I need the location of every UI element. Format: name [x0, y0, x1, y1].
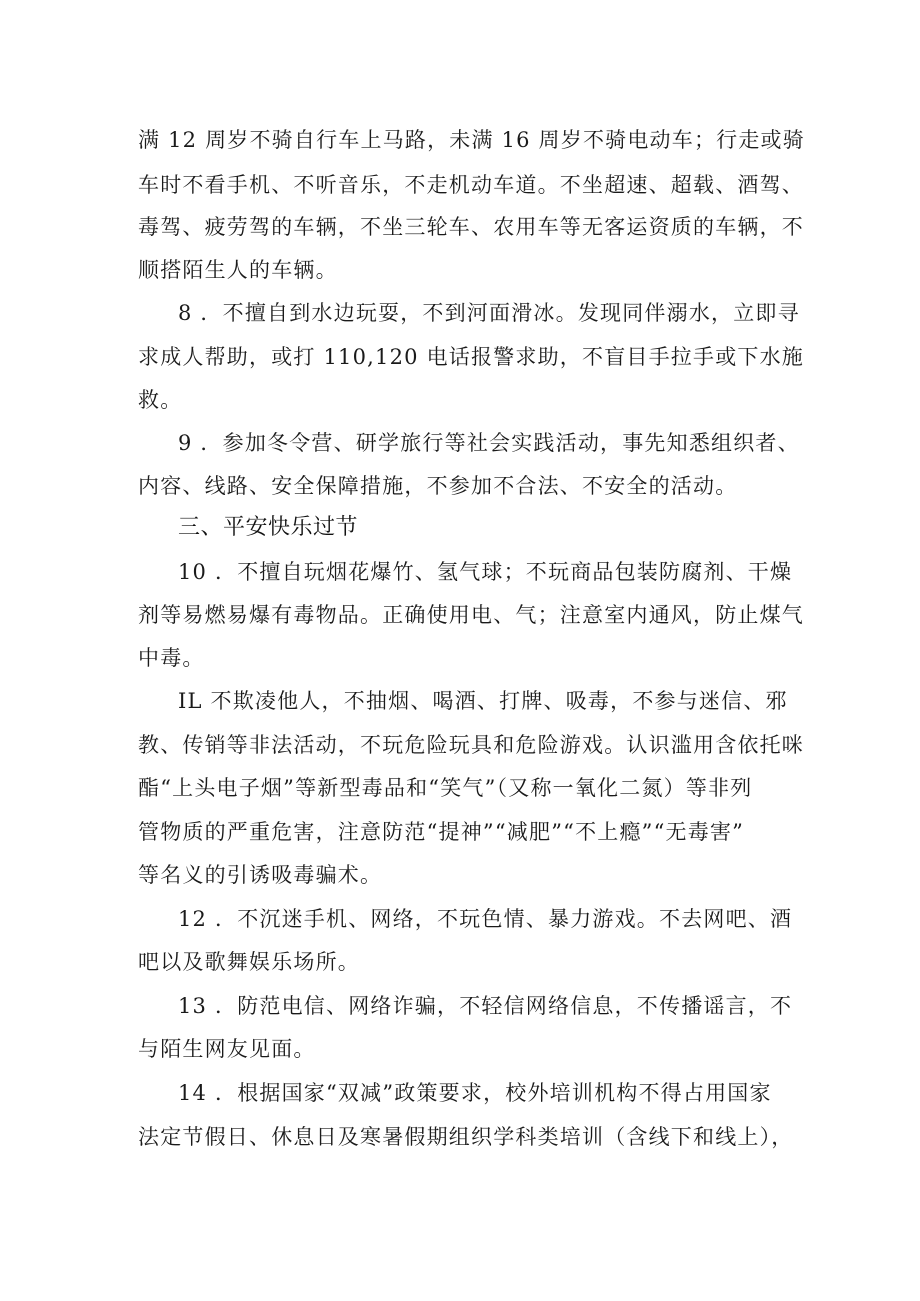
paragraph-line: 13 ．防范电信、网络诈骗，不轻信网络信息，不传播谣言，不 [178, 994, 793, 1018]
paragraph-line: 吧以及歌舞娱乐场所。 [138, 950, 360, 974]
paragraph-line: 剂等易燃易爆有毒物品。正确使用电、气；注意室内通风，防止煤气 [138, 603, 804, 627]
paragraph-line: 车时不看手机、不听音乐，不走机动车道。不坐超速、超载、酒驾、 [138, 173, 804, 197]
paragraph-line: 求成人帮助，或打 110,120 电话报警求助，不盲目手拉手或下水施 [138, 345, 804, 369]
paragraph-line: 救。 [138, 388, 183, 412]
paragraph-line: 顺搭陌生人的车辆。 [138, 258, 338, 282]
paragraph-line: 内容、线路、安全保障措施，不参加不合法、不安全的活动。 [138, 474, 738, 498]
paragraph-line: 10 ．不擅自玩烟花爆竹、氢气球；不玩商品包装防腐剂、干燥 [178, 560, 793, 584]
paragraph-line: IL 不欺凌他人，不抽烟、喝酒、打牌、吸毒，不参与迷信、邪 [178, 689, 788, 713]
paragraph-line: 管物质的严重危害，注意防范“提神”“减肥”“不上瘾”“无毒害” [138, 820, 745, 844]
section-heading: 三、平安快乐过节 [178, 515, 359, 540]
paragraph-line: 教、传销等非法活动，不玩危险玩具和危险游戏。认识滥用含依托咪 [138, 733, 804, 757]
paragraph-line: 等名义的引诱吸毒骗术。 [138, 863, 383, 887]
paragraph-line: 14 ．根据国家“双减”政策要求，校外培训机构不得占用国家 [178, 1081, 772, 1105]
paragraph-line: 中毒。 [138, 646, 205, 670]
paragraph-line: 法定节假日、休息日及寒暑假期组织学科类培训（含线下和线上）， [138, 1125, 794, 1149]
paragraph-line: 毒驾、疲劳驾的车辆，不坐三轮车、农用车等无客运资质的车辆，不 [138, 215, 804, 239]
paragraph-line: 8 ．不擅自到水边玩耍，不到河面滑冰。发现同伴溺水，立即寻 [178, 301, 800, 325]
paragraph-line: 酯“上头电子烟”等新型毒品和“笑气”（又称一氧化二氮）等非列 [138, 776, 753, 800]
paragraph-line: 9 ．参加冬令营、研学旅行等社会实践活动，事先知悉组织者、 [178, 431, 800, 455]
paragraph-line: 满 12 周岁不骑自行车上马路，未满 16 周岁不骑电动车；行走或骑 [138, 128, 805, 152]
paragraph-line: 12 ．不沉迷手机、网络，不玩色情、暴力游戏。不去网吧、酒 [178, 907, 793, 931]
paragraph-line: 与陌生网友见面。 [138, 1037, 316, 1061]
